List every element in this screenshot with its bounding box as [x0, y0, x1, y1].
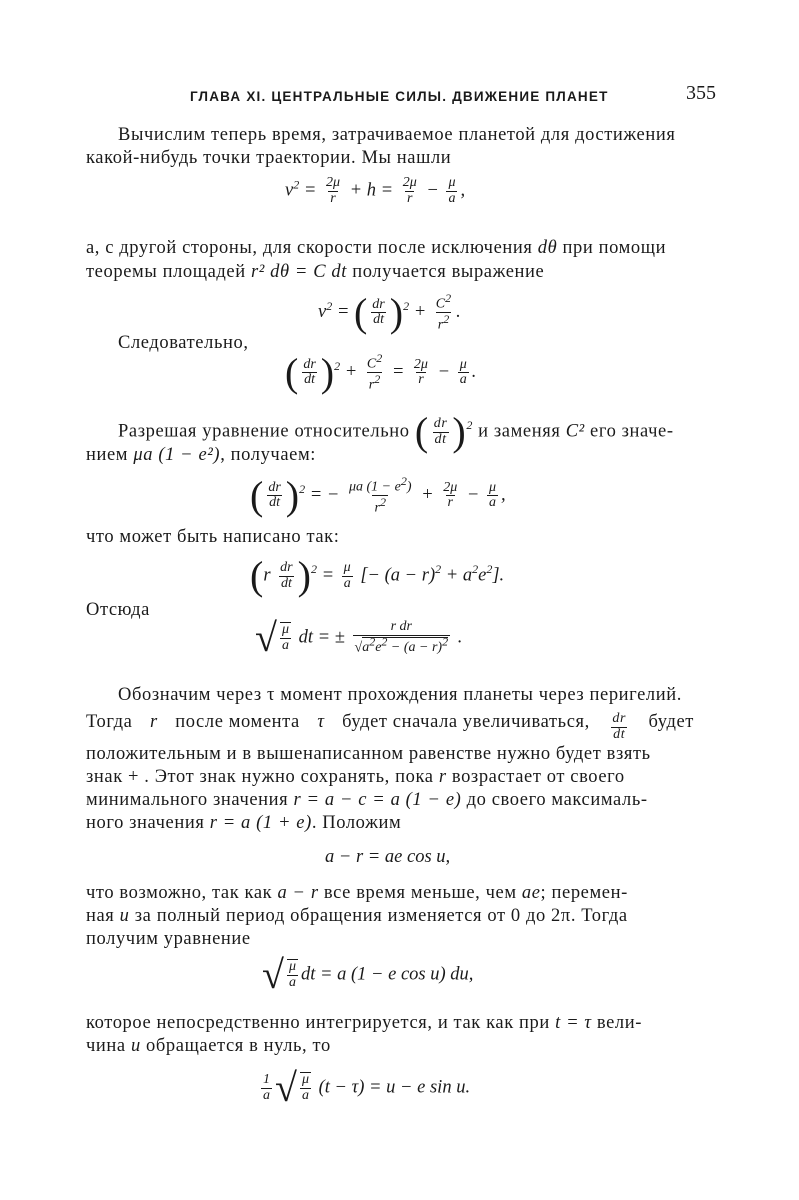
text-line: Отсюда — [86, 600, 150, 620]
text-line: Обозначим через τ момент прохождения планеты через перигелий. — [118, 685, 682, 705]
equation-sqrt-dt: √ $\frac{\mu}{a}$ dt = ± $\frac{\text{r dr}}{√a2e2 - (a - r)2}$ . — [255, 615, 463, 660]
equation-rewritten: (r $\frac{dr}{dt}$ )$^2$ = $\frac{\mu}{a}$ [− $(a - r)^2 + a^2e^2$]. — [250, 553, 505, 598]
text-line: которое непосредственно интегрируется, и так как при t = τ вели- — [86, 1013, 642, 1033]
text-line: Разрешая уравнение относительно ( $\frac{dr}{dt}$ )$^2$ и заменяя C² его значе- — [118, 409, 674, 454]
text-line: чина u обращается в нуль, то — [86, 1036, 331, 1056]
equation-velocity-components: $v^2$ = ( $\frac{dr}{dt}$ )$^2$ + $\frac{C2}{r2}$ . — [318, 289, 461, 335]
text-line: нием μa (1 − e²), получаем: — [86, 445, 316, 465]
equation-dr-dt-squared: ( $\frac{dr}{dt}$ )$^2$ = − $\frac{\mu a (1 - e2)}{r2}$ + $\frac{2\mu}{r}$ − $\frac{\mu}{a}$ , — [250, 472, 506, 518]
running-title: ГЛАВА XI. ЦЕНТРАЛЬНЫЕ СИЛЫ. ДВИЖЕНИЕ ПЛАНЕТ — [190, 89, 609, 104]
text-line: ного значения r = a (1 + e). Положим — [86, 813, 402, 833]
text-line: теоремы площадей r² dθ = C dt получается выражение — [86, 262, 545, 282]
text-line: ная u за полный период обращения изменяется от 0 до 2π. Тогда — [86, 906, 628, 926]
text-line: получим уравнение — [86, 929, 251, 949]
text-line: знак + . Этот знак нужно сохранять, пока r возрастает от своего — [86, 767, 625, 787]
text-line: какой-нибудь точки траектории. Мы нашли — [86, 148, 452, 168]
equation-combined: ( $\frac{dr}{dt}$ )$^2$ + $\frac{C2}{r2}$ = $\frac{2\mu}{r}$ − $\frac{\mu}{a}$ . — [285, 349, 477, 395]
equation-velocity-energy: $v^2$ = $\frac{2\mu}{r}$ + h = $\frac{2\mu}{r}$ − $\frac{\mu}{a}$ , — [285, 175, 466, 206]
equation-substitution: a − r = ae cos u, — [325, 847, 451, 867]
text-line: а, с другой стороны, для скорости после исключения dθ при помощи — [86, 238, 667, 258]
text-line: минимального значения r = a − c = a (1 − e) до своего максималь- — [86, 790, 648, 810]
text-line: что возможно, так как a − r все время меньше, чем ae; перемен- — [86, 883, 628, 903]
text-line: Следовательно, — [118, 333, 249, 353]
text-line: Вычислим теперь время, затрачиваемое планетой для достижения — [118, 125, 676, 145]
text-line: положительным и в вышенаписанном равенстве нужно будет взять — [86, 744, 651, 764]
equation-kepler-differential: √ $\frac{\mu}{a}$ dt = a (1 − e cos u) du, — [262, 952, 474, 997]
text-line: Тогда r после момента τ будет сначала увеличиваться, $\frac{dr}{dt}$ будет — [86, 711, 694, 742]
page-number: 355 — [686, 82, 716, 104]
text-line: что может быть написано так: — [86, 527, 340, 547]
equation-kepler: $\frac{1}{a}$ √ $\frac{\mu}{a}$ (t − τ) = u − e sin u. — [263, 1065, 471, 1110]
